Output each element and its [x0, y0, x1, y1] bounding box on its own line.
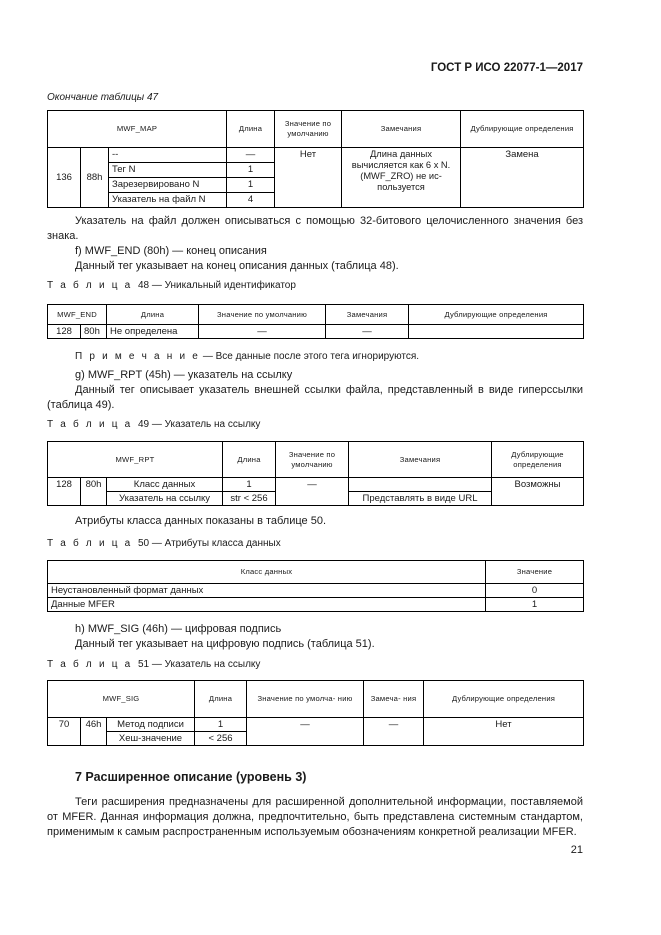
- table-50: [47, 560, 584, 612]
- default-cell: Нет: [275, 148, 342, 208]
- header-cell: Класс данных: [48, 561, 486, 584]
- header-cell: Длина: [223, 442, 276, 478]
- code-cell: 88h: [81, 148, 109, 208]
- item-g-text: Данный тег описывает указатель внешней ссылки файла, представленный в виде гиперссылки (таблица 49).: [47, 384, 583, 411]
- length-cell: < 256: [195, 732, 247, 746]
- remarks-cell: Представлять в виде URL: [349, 492, 492, 506]
- header-cell: Замечания: [349, 442, 492, 478]
- header-cell: MWF_MAP: [48, 111, 227, 148]
- item-g-title: g) MWF_RPT (45h) — указатель на ссылку: [75, 369, 293, 381]
- name-cell: Метод подписи: [107, 718, 195, 732]
- table-47: [47, 110, 584, 208]
- note-48: П р и м е ч а н и е — Все данные после этого тега игнорируются.: [75, 351, 420, 362]
- code-cell: 80h: [81, 478, 107, 506]
- header-cell: Значение по умолча- нию: [247, 681, 364, 718]
- value-cell: 0: [486, 584, 584, 598]
- table-49: [47, 441, 584, 506]
- length-cell: —: [227, 148, 275, 163]
- remarks-cell: [349, 478, 492, 492]
- name-cell: Неустановленный формат данных: [48, 584, 486, 598]
- header-cell: Дублирующие определения: [492, 442, 584, 478]
- value-cell: 1: [486, 598, 584, 612]
- tag-cell: 128: [48, 325, 81, 339]
- duplicate-cell: Нет: [424, 718, 584, 746]
- length-cell: 1: [223, 478, 276, 492]
- table-48: [47, 304, 584, 339]
- section-7-title: 7 Расширенное описание (уровень 3): [75, 770, 307, 784]
- table51-caption: Т а б л и ц а 51 — Указатель на ссылку: [47, 659, 261, 670]
- header-cell: Длина: [107, 305, 199, 325]
- paragraph-attributes: Атрибуты класса данных показаны в таблице 50.: [75, 515, 327, 527]
- code-cell: 46h: [81, 718, 107, 746]
- name-cell: --: [109, 148, 227, 163]
- default-cell: —: [199, 325, 326, 339]
- header-cell: MWF_SIG: [48, 681, 195, 718]
- header-cell: Дублирующие определения: [461, 111, 584, 148]
- header-cell: Длина: [227, 111, 275, 148]
- paragraph-pointer: Указатель на файл должен описываться с помощью 32-битового целочисленного значения без знака.: [47, 215, 583, 242]
- code-cell: 80h: [81, 325, 107, 339]
- tag-cell: 70: [48, 718, 81, 746]
- length-cell: Не определена: [107, 325, 199, 339]
- name-cell: Класс данных: [107, 478, 223, 492]
- table49-caption: Т а б л и ц а 49 — Указатель на ссылку: [47, 419, 261, 430]
- table48-caption: Т а б л и ц а 48 — Уникальный идентификатор: [47, 280, 296, 291]
- remarks-cell: —: [326, 325, 409, 339]
- page-number: 21: [570, 844, 583, 856]
- length-cell: 1: [227, 163, 275, 178]
- header-cell: Значение по умолчанию: [276, 442, 349, 478]
- item-f-text: Данный тег указывает на конец описания данных (таблица 48).: [75, 260, 399, 272]
- table-51: [47, 680, 584, 746]
- header-cell: Замечания: [326, 305, 409, 325]
- name-cell: Тег N: [109, 163, 227, 178]
- length-cell: 1: [227, 178, 275, 193]
- header-cell: Значение по умолчанию: [199, 305, 326, 325]
- item-h-title: h) MWF_SIG (46h) — цифровая подпись: [75, 623, 282, 635]
- document-id: ГОСТ Р ИСО 22077-1—2017: [430, 62, 583, 74]
- remarks-cell: Длина данных вычисляется как 6 x N. (MWF_ZRO) не ис- пользуется: [342, 148, 461, 208]
- remarks-cell: —: [364, 718, 424, 746]
- name-cell: Данные MFER: [48, 598, 486, 612]
- item-h-text: Данный тег указывает на цифровую подпись (таблица 51).: [75, 638, 375, 650]
- header-cell: Значение по умолчанию: [275, 111, 342, 148]
- default-cell: —: [247, 718, 364, 746]
- duplicate-cell: [409, 325, 584, 339]
- header-cell: Замеча- ния: [364, 681, 424, 718]
- name-cell: Хеш-значение: [107, 732, 195, 746]
- item-f-title: f) MWF_END (80h) — конец описания: [75, 245, 267, 257]
- default-cell: —: [276, 478, 349, 506]
- length-cell: 4: [227, 193, 275, 208]
- duplicate-cell: Возможны: [492, 478, 584, 506]
- name-cell: Зарезервировано N: [109, 178, 227, 193]
- header-cell: Дублирующие определения: [424, 681, 584, 718]
- table50-caption: Т а б л и ц а 50 — Атрибуты класса данных: [47, 538, 281, 549]
- length-cell: str < 256: [223, 492, 276, 506]
- section-7-text: Теги расширения предназначены для расширенной дополнительной информации, поставляемой от MFER. Данная информация должна, предпочтительно, быть представлена системным стандартом, применимым к самым распространенным используемым обозначениям конкретной реализации MFER.: [47, 796, 583, 838]
- header-cell: Значение: [486, 561, 584, 584]
- tag-cell: 128: [48, 478, 81, 506]
- header-cell: MWF_END: [48, 305, 107, 325]
- header-cell: Замечания: [342, 111, 461, 148]
- header-cell: Длина: [195, 681, 247, 718]
- name-cell: Указатель на файл N: [109, 193, 227, 208]
- header-cell: Дублирующие определения: [409, 305, 584, 325]
- header-cell: MWF_RPT: [48, 442, 223, 478]
- name-cell: Указатель на ссылку: [107, 492, 223, 506]
- length-cell: 1: [195, 718, 247, 732]
- table47-caption: Окончание таблицы 47: [47, 92, 159, 103]
- duplicate-cell: Замена: [461, 148, 584, 208]
- tag-cell: 136: [48, 148, 81, 208]
